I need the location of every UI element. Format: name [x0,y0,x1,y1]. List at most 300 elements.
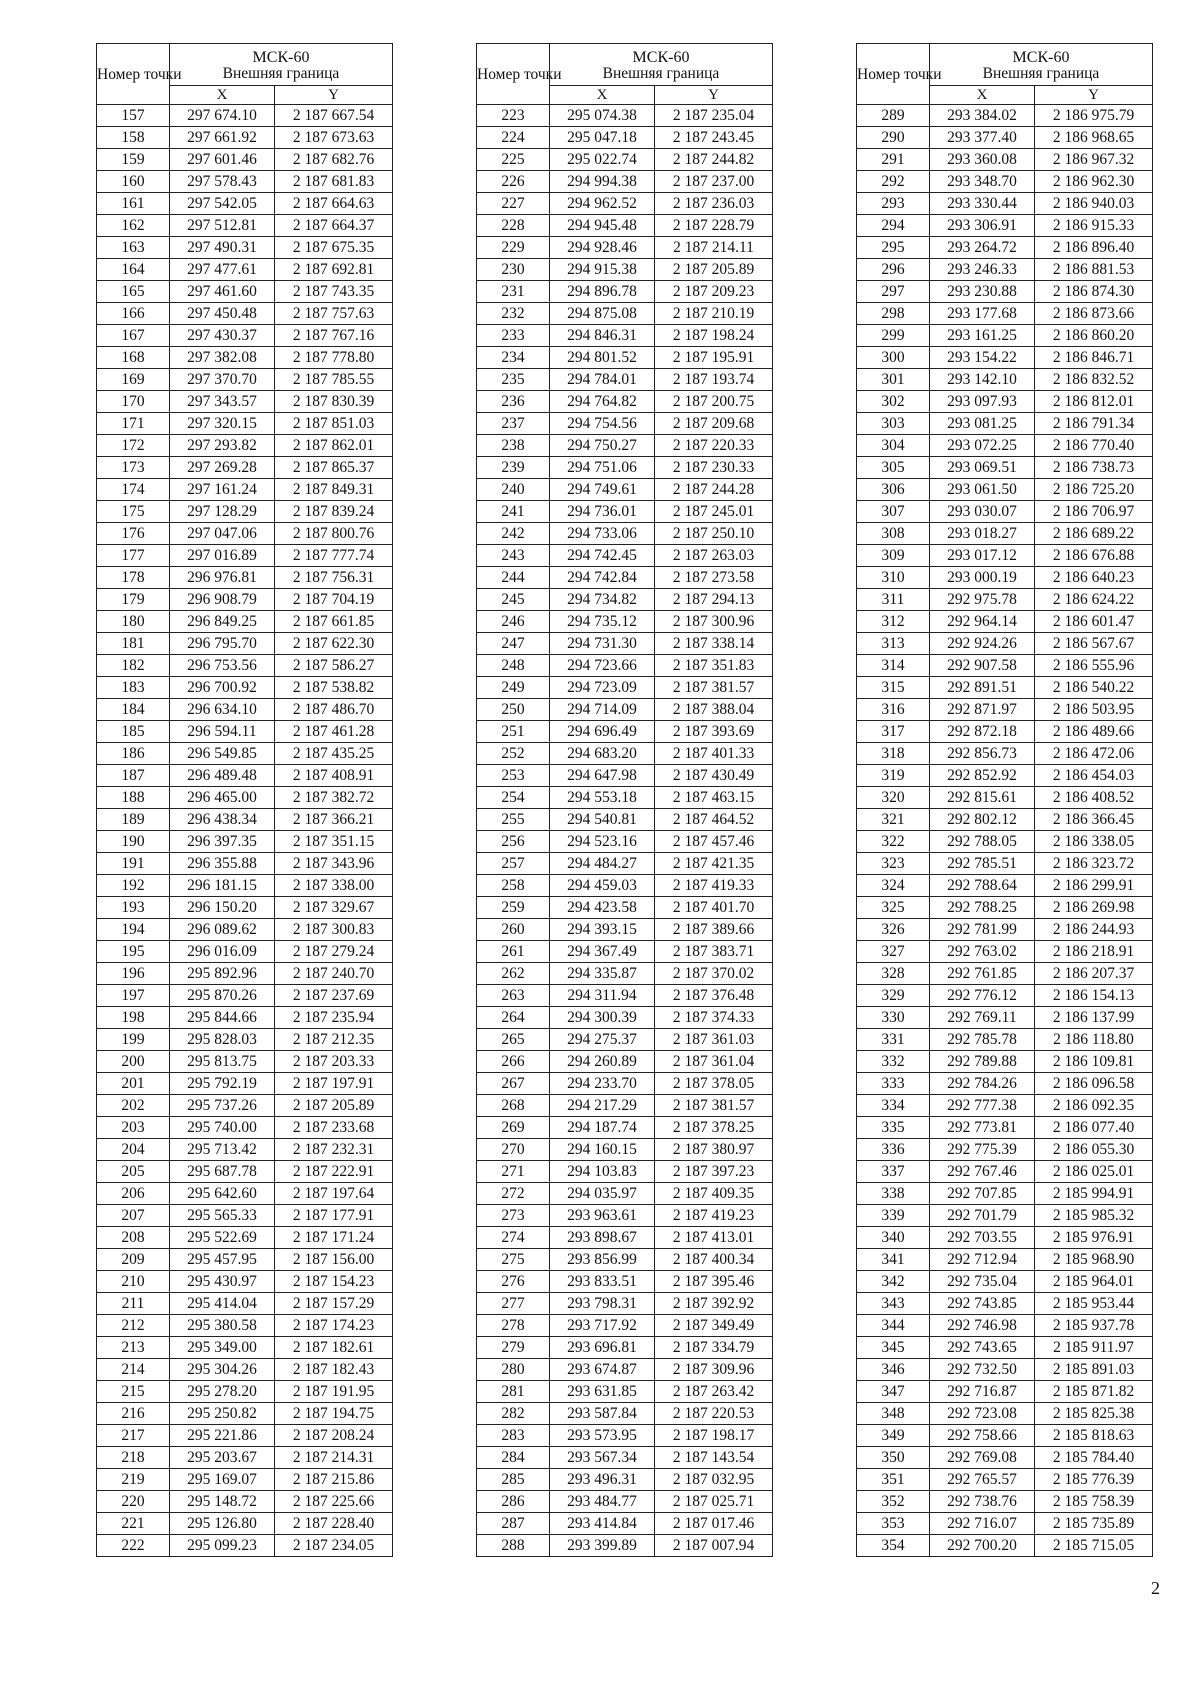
y-coordinate-cell: 2 187 208.24 [275,1425,393,1447]
table-row [477,1161,773,1183]
y-coordinate-cell: 2 186 860.20 [1035,325,1153,347]
x-coordinate-cell: 294 764.82 [550,391,655,413]
y-coordinate-cell: 2 187 279.24 [275,941,393,963]
point-number-cell: 202 [97,1095,170,1117]
table-row [97,1403,393,1425]
y-coordinate-cell: 2 187 586.27 [275,655,393,677]
y-coordinate-cell: 2 187 209.23 [655,281,773,303]
table-row [477,1513,773,1535]
x-coordinate-cell: 295 740.00 [170,1117,275,1139]
point-number-cell: 166 [97,303,170,325]
y-coordinate-cell: 2 187 263.03 [655,545,773,567]
x-coordinate-cell: 293 348.70 [930,171,1035,193]
point-number-cell: 321 [857,809,930,831]
x-coordinate-cell: 294 723.09 [550,677,655,699]
table-row [97,105,393,127]
table-row [477,655,773,677]
x-coordinate-cell: 293 414.84 [550,1513,655,1535]
y-coordinate-cell: 2 186 812.01 [1035,391,1153,413]
x-coordinate-cell: 293 154.22 [930,347,1035,369]
y-coordinate-cell: 2 186 567.67 [1035,633,1153,655]
point-number-cell: 237 [477,413,550,435]
x-coordinate-cell: 293 484.77 [550,1491,655,1513]
point-number-cell: 342 [857,1271,930,1293]
y-coordinate-cell: 2 186 454.03 [1035,765,1153,787]
x-coordinate-cell: 294 754.56 [550,413,655,435]
point-number-cell: 172 [97,435,170,457]
point-number-cell: 247 [477,633,550,655]
point-number-cell: 343 [857,1293,930,1315]
x-coordinate-cell: 297 450.48 [170,303,275,325]
y-coordinate-cell: 2 185 818.63 [1035,1425,1153,1447]
x-coordinate-cell: 294 749.61 [550,479,655,501]
x-coordinate-cell: 292 785.78 [930,1029,1035,1051]
table-row [97,1381,393,1403]
table-row [857,1293,1153,1315]
y-coordinate-cell: 2 185 715.05 [1035,1535,1153,1557]
y-coordinate-cell: 2 187 244.82 [655,149,773,171]
table-row [857,1491,1153,1513]
point-number-cell: 320 [857,787,930,809]
point-number-cell: 246 [477,611,550,633]
table-row [97,919,393,941]
x-coordinate-cell: 297 512.81 [170,215,275,237]
x-coordinate-cell: 292 763.02 [930,941,1035,963]
point-number-cell: 218 [97,1447,170,1469]
y-coordinate-cell: 2 186 962.30 [1035,171,1153,193]
point-number-cell: 193 [97,897,170,919]
x-coordinate-cell: 293 246.33 [930,259,1035,281]
x-coordinate-cell: 295 430.97 [170,1271,275,1293]
table-row [97,215,393,237]
y-coordinate-cell: 2 186 624.22 [1035,589,1153,611]
table-row [477,589,773,611]
x-coordinate-cell: 296 150.20 [170,897,275,919]
y-coordinate-cell: 2 187 413.01 [655,1227,773,1249]
point-number-cell: 326 [857,919,930,941]
table-row [857,897,1153,919]
y-coordinate-cell: 2 186 092.35 [1035,1095,1153,1117]
table-row [857,369,1153,391]
y-coordinate-cell: 2 187 215.86 [275,1469,393,1491]
y-coordinate-cell: 2 186 299.91 [1035,875,1153,897]
y-coordinate-cell: 2 187 667.54 [275,105,393,127]
y-coordinate-cell: 2 187 234.05 [275,1535,393,1557]
point-number-cell: 333 [857,1073,930,1095]
table-row [857,259,1153,281]
point-number-cell: 346 [857,1359,930,1381]
point-number-cell: 253 [477,765,550,787]
point-number-cell: 299 [857,325,930,347]
y-coordinate-cell: 2 187 395.46 [655,1271,773,1293]
point-number-cell: 351 [857,1469,930,1491]
point-number-cell: 176 [97,523,170,545]
table-row [477,1095,773,1117]
table-row [97,1051,393,1073]
point-number-cell: 281 [477,1381,550,1403]
point-number-cell: 186 [97,743,170,765]
y-coordinate-cell: 2 187 171.24 [275,1227,393,1249]
point-number-cell: 216 [97,1403,170,1425]
x-coordinate-cell: 294 742.45 [550,545,655,567]
table-row [477,1491,773,1513]
table-row [477,1051,773,1073]
y-coordinate-cell: 2 187 400.34 [655,1249,773,1271]
x-coordinate-cell: 293 717.92 [550,1315,655,1337]
x-coordinate-cell: 295 892.96 [170,963,275,985]
table-row [477,743,773,765]
x-coordinate-cell: 292 765.57 [930,1469,1035,1491]
table-row [857,611,1153,633]
table-row [97,875,393,897]
point-number-cell: 288 [477,1535,550,1557]
x-coordinate-cell: 296 795.70 [170,633,275,655]
point-number-cell: 277 [477,1293,550,1315]
table-row [857,1381,1153,1403]
point-number-cell: 352 [857,1491,930,1513]
y-coordinate-cell: 2 186 118.80 [1035,1029,1153,1051]
point-number-cell: 195 [97,941,170,963]
point-number-cell: 318 [857,743,930,765]
x-coordinate-cell: 296 849.25 [170,611,275,633]
point-number-cell: 241 [477,501,550,523]
y-coordinate-cell: 2 187 205.89 [275,1095,393,1117]
point-number-cell: 313 [857,633,930,655]
table-row [857,655,1153,677]
table-row [857,347,1153,369]
x-coordinate-cell: 296 753.56 [170,655,275,677]
x-coordinate-cell: 296 465.00 [170,787,275,809]
point-number-cell: 213 [97,1337,170,1359]
table-row [477,457,773,479]
x-coordinate-cell: 294 784.01 [550,369,655,391]
y-coordinate-cell: 2 187 785.55 [275,369,393,391]
x-coordinate-cell: 293 306.91 [930,215,1035,237]
table-row [477,237,773,259]
x-coordinate-cell: 292 788.05 [930,831,1035,853]
x-coordinate-cell: 295 047.18 [550,127,655,149]
y-coordinate-cell: 2 187 692.81 [275,259,393,281]
y-coordinate-cell: 2 186 873.66 [1035,303,1153,325]
y-coordinate-cell: 2 186 689.22 [1035,523,1153,545]
point-number-cell: 279 [477,1337,550,1359]
y-coordinate-cell: 2 187 205.89 [655,259,773,281]
x-coordinate-cell: 294 994.38 [550,171,655,193]
table-row [477,875,773,897]
table-row [857,787,1153,809]
table-row [857,1227,1153,1249]
table-row [857,1249,1153,1271]
y-coordinate-cell: 2 187 220.53 [655,1403,773,1425]
point-number-cell: 287 [477,1513,550,1535]
table-row [97,237,393,259]
y-coordinate-cell: 2 186 366.45 [1035,809,1153,831]
y-coordinate-cell: 2 186 896.40 [1035,237,1153,259]
table-row [477,1227,773,1249]
table-row [477,963,773,985]
x-coordinate-cell: 297 601.46 [170,149,275,171]
x-coordinate-cell: 293 230.88 [930,281,1035,303]
y-coordinate-cell: 2 187 157.29 [275,1293,393,1315]
x-coordinate-cell: 294 734.82 [550,589,655,611]
y-coordinate-cell: 2 187 230.33 [655,457,773,479]
x-coordinate-cell: 295 457.95 [170,1249,275,1271]
x-coordinate-cell: 293 360.08 [930,149,1035,171]
point-number-cell: 300 [857,347,930,369]
point-number-cell: 157 [97,105,170,127]
y-coordinate-cell: 2 187 800.76 [275,523,393,545]
x-coordinate-cell: 295 278.20 [170,1381,275,1403]
y-coordinate-cell: 2 187 243.45 [655,127,773,149]
point-number-cell: 239 [477,457,550,479]
y-coordinate-cell: 2 187 383.71 [655,941,773,963]
table-row [857,215,1153,237]
y-coordinate-cell: 2 187 430.49 [655,765,773,787]
table-row [857,303,1153,325]
table-row [857,1139,1153,1161]
y-coordinate-cell: 2 187 421.35 [655,853,773,875]
table-row [857,149,1153,171]
table-row [97,193,393,215]
table-row [97,853,393,875]
y-coordinate-cell: 2 187 839.24 [275,501,393,523]
table-row [857,479,1153,501]
table-row [857,831,1153,853]
point-number-cell: 283 [477,1425,550,1447]
point-number-cell: 196 [97,963,170,985]
point-number-cell: 165 [97,281,170,303]
table-row [857,1051,1153,1073]
point-number-cell: 315 [857,677,930,699]
point-number-cell: 298 [857,303,930,325]
y-coordinate-cell: 2 186 555.96 [1035,655,1153,677]
y-coordinate-cell: 2 186 968.65 [1035,127,1153,149]
point-number-cell: 265 [477,1029,550,1051]
point-number-cell: 233 [477,325,550,347]
table-row [477,765,773,787]
point-number-cell: 314 [857,655,930,677]
point-number-cell: 316 [857,699,930,721]
point-number-cell: 159 [97,149,170,171]
table-row [477,1271,773,1293]
y-coordinate-cell: 2 187 486.70 [275,699,393,721]
y-coordinate-cell: 2 187 388.04 [655,699,773,721]
table-row [477,1535,773,1557]
x-coordinate-cell: 294 553.18 [550,787,655,809]
y-column-header: Y [655,86,773,105]
x-coordinate-cell: 294 393.15 [550,919,655,941]
table-row [477,1337,773,1359]
y-coordinate-cell: 2 187 309.96 [655,1359,773,1381]
x-coordinate-cell: 295 074.38 [550,105,655,127]
x-coordinate-cell: 292 735.04 [930,1271,1035,1293]
y-coordinate-cell: 2 187 865.37 [275,457,393,479]
point-number-cell: 270 [477,1139,550,1161]
x-coordinate-cell: 297 370.70 [170,369,275,391]
x-coordinate-cell: 292 802.12 [930,809,1035,831]
point-number-cell: 199 [97,1029,170,1051]
point-number-cell: 319 [857,765,930,787]
table-row [97,1469,393,1491]
y-coordinate-cell: 2 186 846.71 [1035,347,1153,369]
table-row [477,435,773,457]
point-number-cell: 234 [477,347,550,369]
x-coordinate-cell: 295 737.26 [170,1095,275,1117]
point-number-cell: 209 [97,1249,170,1271]
table-row [857,1359,1153,1381]
x-coordinate-cell: 294 801.52 [550,347,655,369]
y-coordinate-cell: 2 186 770.40 [1035,435,1153,457]
y-coordinate-cell: 2 186 725.20 [1035,479,1153,501]
x-column-header: X [930,86,1035,105]
y-coordinate-cell: 2 187 197.64 [275,1183,393,1205]
y-coordinate-cell: 2 187 675.35 [275,237,393,259]
table-row [477,149,773,171]
table-row [97,963,393,985]
x-coordinate-cell: 294 945.48 [550,215,655,237]
table-body [857,105,1153,1557]
point-number-cell: 189 [97,809,170,831]
point-number-cell: 322 [857,831,930,853]
point-number-cell: 296 [857,259,930,281]
table-row [857,875,1153,897]
table-body [97,105,393,1557]
point-number-cell: 235 [477,369,550,391]
point-number-cell: 350 [857,1447,930,1469]
y-coordinate-cell: 2 186 915.33 [1035,215,1153,237]
y-coordinate-cell: 2 185 891.03 [1035,1359,1153,1381]
x-coordinate-cell: 292 777.38 [930,1095,1035,1117]
table-row [97,1227,393,1249]
table-row [97,985,393,1007]
x-coordinate-cell: 292 775.39 [930,1139,1035,1161]
y-coordinate-cell: 2 187 664.63 [275,193,393,215]
x-coordinate-cell: 295 169.07 [170,1469,275,1491]
table-row [477,105,773,127]
point-number-cell: 231 [477,281,550,303]
table-row [857,1205,1153,1227]
x-coordinate-cell: 292 769.11 [930,1007,1035,1029]
y-coordinate-cell: 2 186 137.99 [1035,1007,1153,1029]
y-coordinate-cell: 2 186 874.30 [1035,281,1153,303]
y-coordinate-cell: 2 187 195.91 [655,347,773,369]
point-number-cell: 307 [857,501,930,523]
x-coordinate-cell: 294 423.58 [550,897,655,919]
x-coordinate-cell: 295 022.74 [550,149,655,171]
point-number-cell: 211 [97,1293,170,1315]
table-row [477,501,773,523]
y-coordinate-cell: 2 185 784.40 [1035,1447,1153,1469]
x-coordinate-cell: 293 081.25 [930,413,1035,435]
table-row [97,1117,393,1139]
x-coordinate-cell: 292 773.81 [930,1117,1035,1139]
y-coordinate-cell: 2 186 096.58 [1035,1073,1153,1095]
point-number-cell: 259 [477,897,550,919]
y-coordinate-cell: 2 187 294.13 [655,589,773,611]
y-coordinate-cell: 2 187 212.35 [275,1029,393,1051]
table-row [97,1491,393,1513]
y-coordinate-cell: 2 187 273.58 [655,567,773,589]
x-coordinate-cell: 294 647.98 [550,765,655,787]
y-coordinate-cell: 2 187 849.31 [275,479,393,501]
y-coordinate-cell: 2 185 758.39 [1035,1491,1153,1513]
table-row [97,457,393,479]
point-number-cell: 228 [477,215,550,237]
point-number-cell: 328 [857,963,930,985]
point-number-cell: 215 [97,1381,170,1403]
point-number-cell: 225 [477,149,550,171]
x-coordinate-cell: 297 343.57 [170,391,275,413]
point-number-cell: 182 [97,655,170,677]
point-number-cell: 180 [97,611,170,633]
y-coordinate-cell: 2 187 174.23 [275,1315,393,1337]
point-number-cell: 327 [857,941,930,963]
x-coordinate-cell: 297 128.29 [170,501,275,523]
x-coordinate-cell: 294 962.52 [550,193,655,215]
point-number-cell: 232 [477,303,550,325]
y-coordinate-cell: 2 186 676.88 [1035,545,1153,567]
y-coordinate-cell: 2 187 225.66 [275,1491,393,1513]
y-coordinate-cell: 2 187 464.52 [655,809,773,831]
x-coordinate-cell: 293 072.25 [930,435,1035,457]
x-coordinate-cell: 293 069.51 [930,457,1035,479]
table-row [857,1183,1153,1205]
point-number-cell: 308 [857,523,930,545]
x-coordinate-cell: 292 781.99 [930,919,1035,941]
point-number-cell: 269 [477,1117,550,1139]
x-coordinate-cell: 292 767.46 [930,1161,1035,1183]
y-coordinate-cell: 2 187 263.42 [655,1381,773,1403]
x-coordinate-cell: 294 260.89 [550,1051,655,1073]
table-row [477,281,773,303]
x-coordinate-cell: 295 304.26 [170,1359,275,1381]
y-coordinate-cell: 2 187 244.28 [655,479,773,501]
point-number-cell: 167 [97,325,170,347]
point-number-cell: 214 [97,1359,170,1381]
x-coordinate-cell: 294 896.78 [550,281,655,303]
coordinate-system-header: МСК-60 [170,44,393,67]
point-number-cell: 221 [97,1513,170,1535]
x-coordinate-cell: 293 061.50 [930,479,1035,501]
x-coordinate-cell: 292 738.76 [930,1491,1035,1513]
x-coordinate-cell: 295 126.80 [170,1513,275,1535]
y-coordinate-cell: 2 187 228.40 [275,1513,393,1535]
table-row [857,765,1153,787]
y-coordinate-cell: 2 187 756.31 [275,567,393,589]
y-coordinate-cell: 2 187 343.96 [275,853,393,875]
table-row [477,611,773,633]
x-coordinate-cell: 297 269.28 [170,457,275,479]
x-coordinate-cell: 293 384.02 [930,105,1035,127]
y-coordinate-cell: 2 187 235.04 [655,105,773,127]
x-coordinate-cell: 293 097.93 [930,391,1035,413]
x-coordinate-cell: 297 430.37 [170,325,275,347]
table-row [857,567,1153,589]
y-coordinate-cell: 2 187 392.92 [655,1293,773,1315]
y-coordinate-cell: 2 187 704.19 [275,589,393,611]
x-coordinate-cell: 295 844.66 [170,1007,275,1029]
point-number-cell: 217 [97,1425,170,1447]
coordinates-table-1 [96,43,393,1557]
table-row [857,853,1153,875]
table-row [477,1183,773,1205]
table-row [477,1293,773,1315]
x-coordinate-cell: 295 148.72 [170,1491,275,1513]
y-coordinate-cell: 2 187 777.74 [275,545,393,567]
table-row [477,1381,773,1403]
table-row [477,1359,773,1381]
y-coordinate-cell: 2 186 338.05 [1035,831,1153,853]
